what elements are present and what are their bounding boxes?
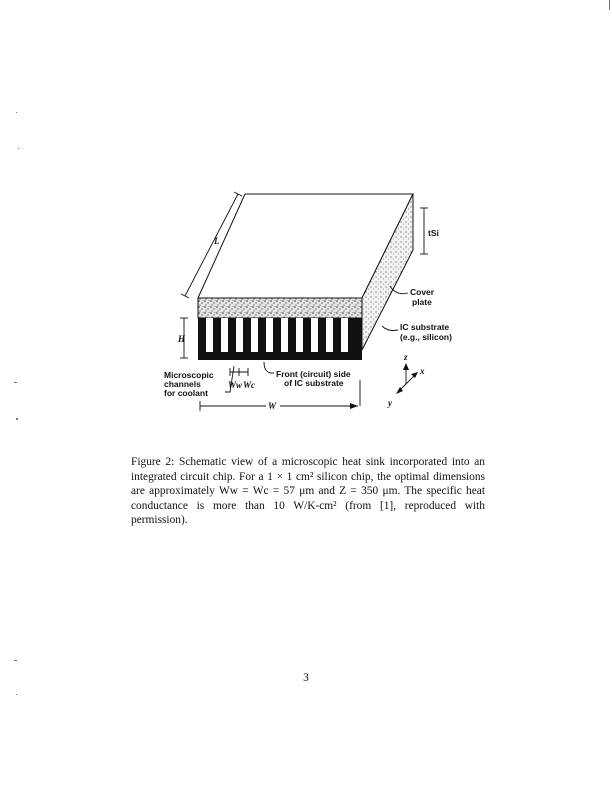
front-side-label-2: of IC substrate [284,378,344,388]
scan-mark [609,0,610,10]
caption-text: Figure 2: Schematic view of a microscopic heat sink incorporated into an integrated circuit chip. For a 1 × 1 cm² silicon chip, the optimal dimensions are approximately Ww = Wc = 57 μm and Z = 350 μm. The specific heat conductance is more than 10 W/K-cm² (from [1], reproduced with permission). [131,456,485,527]
heat-sink-figure [150,180,470,420]
scan-mark [18,148,19,149]
heat-sink-schematic [150,180,470,420]
channels-label-1: Microscopic [164,370,214,380]
channel-width-label: Wc [243,380,255,390]
axis-x-label: x [420,366,425,376]
scan-mark [14,382,17,383]
scan-mark [16,418,18,420]
thickness-label: tSi [428,228,439,238]
cover-plate-label-2: plate [412,297,432,307]
wall-width-label: Ww [228,380,243,390]
ic-substrate-label-2: (e.g., silicon) [400,332,452,342]
scan-mark [16,694,17,695]
page-number: 3 [303,672,309,684]
height-label: H [178,334,186,344]
channels-label-2: channels [164,379,201,389]
axis-z-label: z [404,352,408,362]
front-side-label-1: Front (circuit) side [276,369,351,379]
cover-plate-front [198,298,362,318]
width-label: W [268,401,277,411]
scan-mark [16,112,17,113]
scan-mark [14,660,17,661]
channels-label-3: for coolant [164,388,208,398]
figure-caption [131,455,485,528]
cover-plate-label-1: Cover [410,287,435,297]
length-label: L [214,236,220,246]
axis-y-label: y [388,398,392,408]
ic-substrate-label-1: IC substrate [400,322,450,332]
coordinate-axes [387,352,425,408]
